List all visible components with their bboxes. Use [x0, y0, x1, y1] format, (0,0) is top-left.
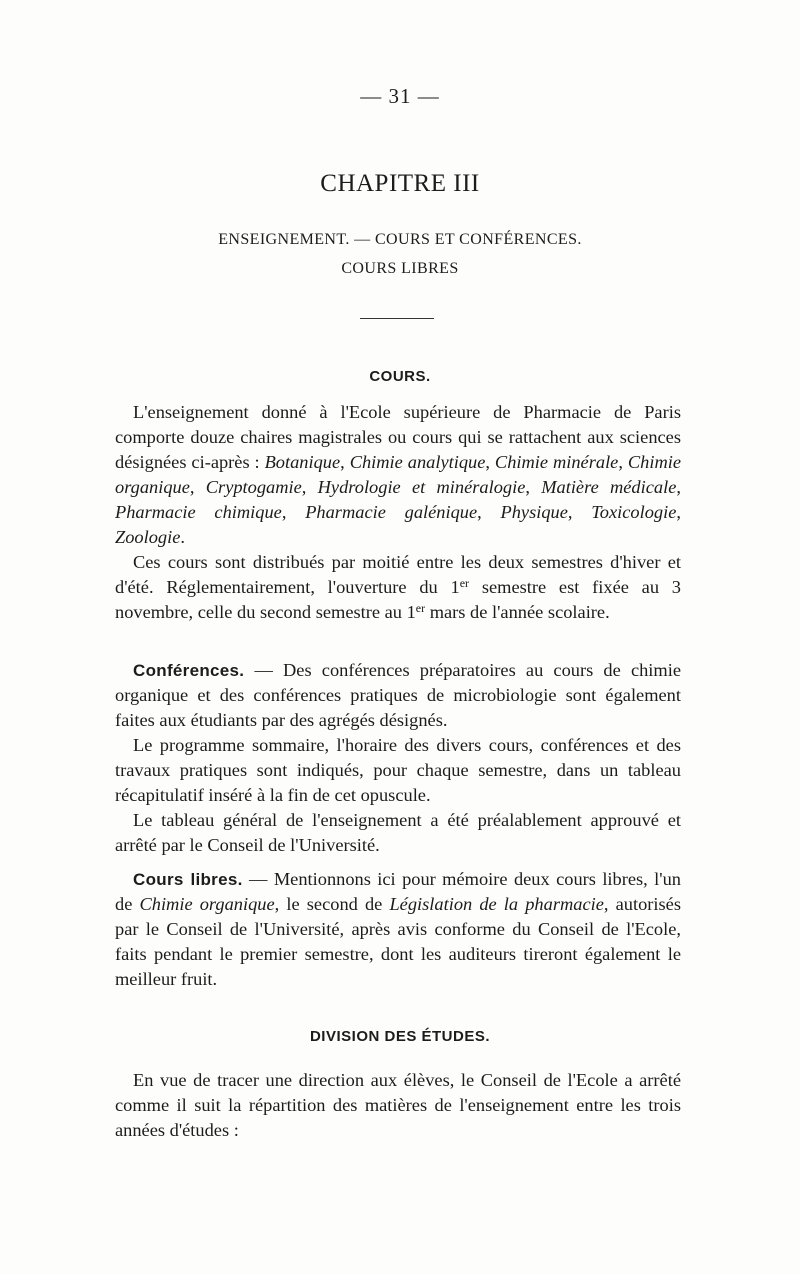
semestres-text-2: semestre est fixée au 3 novembre, celle du second semestre au 1: [115, 577, 681, 622]
cours-libres-text-3: , autorisés par le Conseil de l'Université, après avis conforme du Conseil de l'Ecole, faits pendant le premier semestre, dont les auditeurs tireront également le meilleur fruit.: [115, 894, 681, 989]
conferences-text-block: [115, 658, 681, 858]
cours-text-block: [115, 400, 681, 625]
cours-libres-text-1: — Mentionnons ici pour mémoire deux cours libres, l'un de: [115, 869, 681, 914]
semestres-text-3: mars de l'année scolaire.: [425, 602, 610, 622]
conferences-paragraph-1: [115, 658, 681, 733]
subject-physique: Physique: [500, 502, 568, 522]
cours-libres-legislation: Législation de la pharmacie: [389, 894, 604, 914]
chapter-title: CHAPITRE III: [320, 170, 480, 197]
section-heading-cours: COURS.: [369, 368, 431, 385]
subject-chimie-analytique: Chimie analytique: [349, 452, 486, 472]
subject-chimie-organique: Chimie organique: [115, 452, 681, 497]
subject-matiere-medicale: Matière médicale: [541, 477, 677, 497]
cours-libres-text-2: , le second de: [274, 894, 390, 914]
conferences-paragraph-2: Le programme sommaire, l'horaire des divers cours, conférences et des travaux pratiques sont indiqués, pour chaque semestre, dans un tableau récapitulatif inséré à la fin de cet opuscule.: [115, 735, 681, 805]
subject-zoologie: Zoologie: [115, 527, 181, 547]
chapter-subtitle-line1: ENSEIGNEMENT. — COURS ET CONFÉRENCES.: [218, 231, 582, 248]
division-text-block: [115, 1068, 681, 1143]
subject-botanique: Botanique: [264, 452, 341, 472]
subject-hydrologie: Hydrologie et minéralogie: [317, 477, 526, 497]
superscript-er-2: er: [415, 601, 426, 615]
subject-cryptogamie: Cryptogamie: [205, 477, 302, 497]
conferences-text-1: — Des conférences préparatoires au cours de chimie organique et des conférences pratiques de microbiologie sont également faites aux étudiants par des agrégés désignés.: [115, 660, 681, 730]
separator-rule: [360, 318, 434, 319]
cours-libres-label: Cours libres.: [133, 870, 243, 889]
subject-toxicologie: Toxicologie: [591, 502, 677, 522]
cours-paragraph-2: [115, 550, 681, 625]
subject-pharmacie-galenique: Pharmacie galénique: [305, 502, 478, 522]
division-paragraph: En vue de tracer une direction aux élèves, le Conseil de l'Ecole a arrêté comme il suit la répartition des matières de l'enseignement entre les trois années d'études :: [115, 1070, 681, 1140]
conferences-paragraph-3: Le tableau général de l'enseignement a été préalablement approuvé et arrêté par le Conseil de l'Université.: [115, 810, 681, 855]
cours-libres-chimie-organique: Chimie organique: [139, 894, 275, 914]
page-number: — 31 —: [360, 84, 440, 108]
subject-pharmacie-chimique: Pharmacie chimique: [115, 502, 282, 522]
cours-intro: L'enseignement donné à l'Ecole supérieure de Pharmacie de Paris comporte douze chaires magistrales ou cours qui se rattachent aux sciences désignées ci-après :: [115, 402, 681, 472]
cours-libres-paragraph: [115, 867, 681, 992]
chapter-subtitle-line2: COURS LIBRES: [341, 260, 459, 277]
superscript-er-1: er: [459, 576, 470, 590]
conferences-label: Conférences.: [133, 661, 245, 680]
section-heading-division: DIVISION DES ÉTUDES.: [309, 1028, 491, 1045]
subject-chimie-minerale: Chimie minérale: [494, 452, 619, 472]
semestres-text-1: Ces cours sont distribués par moitié entre les deux semestres d'hiver et d'été. Réglementairement, l'ouverture du 1: [115, 552, 681, 597]
cours-libres-text-block: [115, 867, 681, 992]
cours-paragraph-1: L'enseignement donné à l'Ecole supérieure de Pharmacie de Paris comporte douze chaires magistrales ou cours qui se rattachent aux sciences désignées ci-après : Botanique, Chimie analytique, Chimie minérale, Chimie organique, Cryptogamie, Hydrologie et minéralogie, Matière médicale, Pharmacie chimique, Pharmacie galénique, Physique, Toxicologie, Zoologie.: [115, 402, 681, 547]
